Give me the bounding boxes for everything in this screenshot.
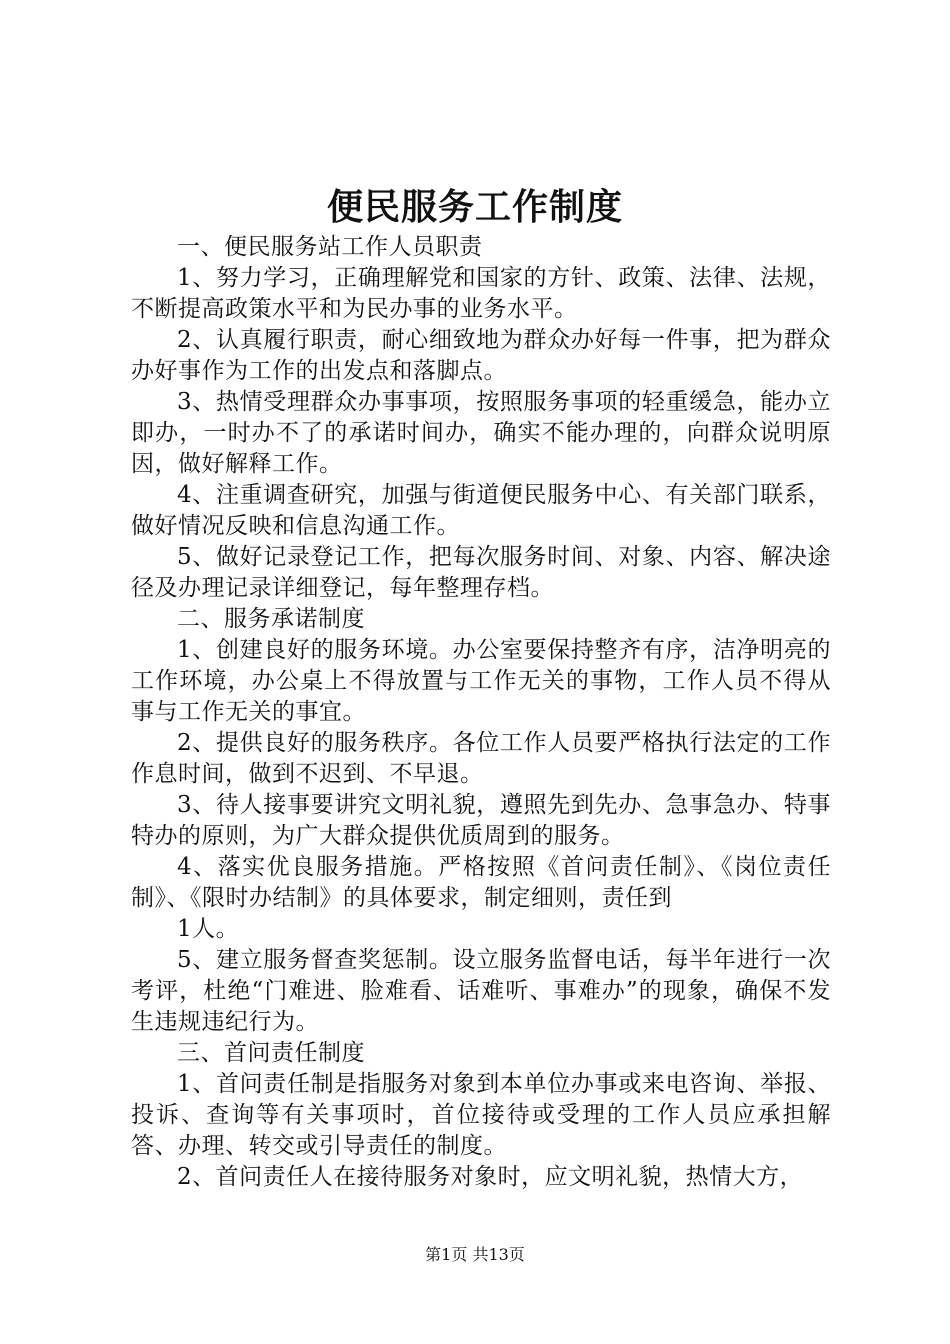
document-title: 便民服务工作制度: [326, 186, 623, 228]
paragraph: 2、首问责任人在接待服务对象时，应文明礼貌，热情大方，: [177, 1164, 804, 1190]
section-heading: 一、便民服务站工作人员职责: [177, 234, 483, 260]
paragraph: 4、注重调查研究，加强与街道便民服务中心、有关部门联系，做好情况反映和信息沟通工作。: [131, 482, 831, 539]
paragraph: 4、落实优良服务措施。严格按照《首问责任制》、《岗位责任制》、《限时办结制》的具体要求，制定细则，责任到: [131, 854, 831, 911]
paragraph: 1、首问责任制是指服务对象到本单位办事或来电咨询、举报、投诉、查询等有关事项时，首位接待或受理的工作人员应承担解答、办理、转交或引导责任的制度。: [131, 1071, 831, 1159]
paragraph: 1人。: [177, 916, 240, 942]
paragraph: 2、提供良好的服务秩序。各位工作人员要严格执行法定的工作作息时间，做到不迟到、不早退。: [131, 730, 831, 787]
paragraph: 5、做好记录登记工作，把每次服务时间、对象、内容、解决途径及办理记录详细登记，每年整理存档。: [131, 544, 831, 601]
page-number-footer: 第1页 共13页: [425, 1245, 525, 1264]
paragraph: 1、努力学习，正确理解党和国家的方针、政策、法律、法规，不断提高政策水平和为民办事的业务水平。: [131, 265, 831, 322]
paragraph: 3、热情受理群众办事事项，按照服务事项的轻重缓急，能办立即办，一时办不了的承诺时间办，确实不能办理的，向群众说明原因，做好解释工作。: [131, 389, 831, 477]
section-heading: 三、首问责任制度: [177, 1040, 365, 1066]
paragraph: 3、待人接事要讲究文明礼貌，遵照先到先办、急事急办、特事特办的原则，为广大群众提供优质周到的服务。: [131, 792, 831, 849]
paragraph: 5、建立服务督查奖惩制。设立服务监督电话，每半年进行一次考评，杜绝“门难进、脸难看、话难听、事难办”的现象，确保不发生违规违纪行为。: [131, 947, 831, 1035]
section-heading: 二、服务承诺制度: [177, 606, 365, 632]
paragraph: 1、创建良好的服务环境。办公室要保持整齐有序，洁净明亮的工作环境，办公桌上不得放置与工作无关的事物，工作人员不得从事与工作无关的事宜。: [131, 637, 831, 725]
document-body: [131, 232, 831, 1193]
paragraph: 2、认真履行职责，耐心细致地为群众办好每一件事，把为群众办好事作为工作的出发点和落脚点。: [131, 327, 831, 384]
